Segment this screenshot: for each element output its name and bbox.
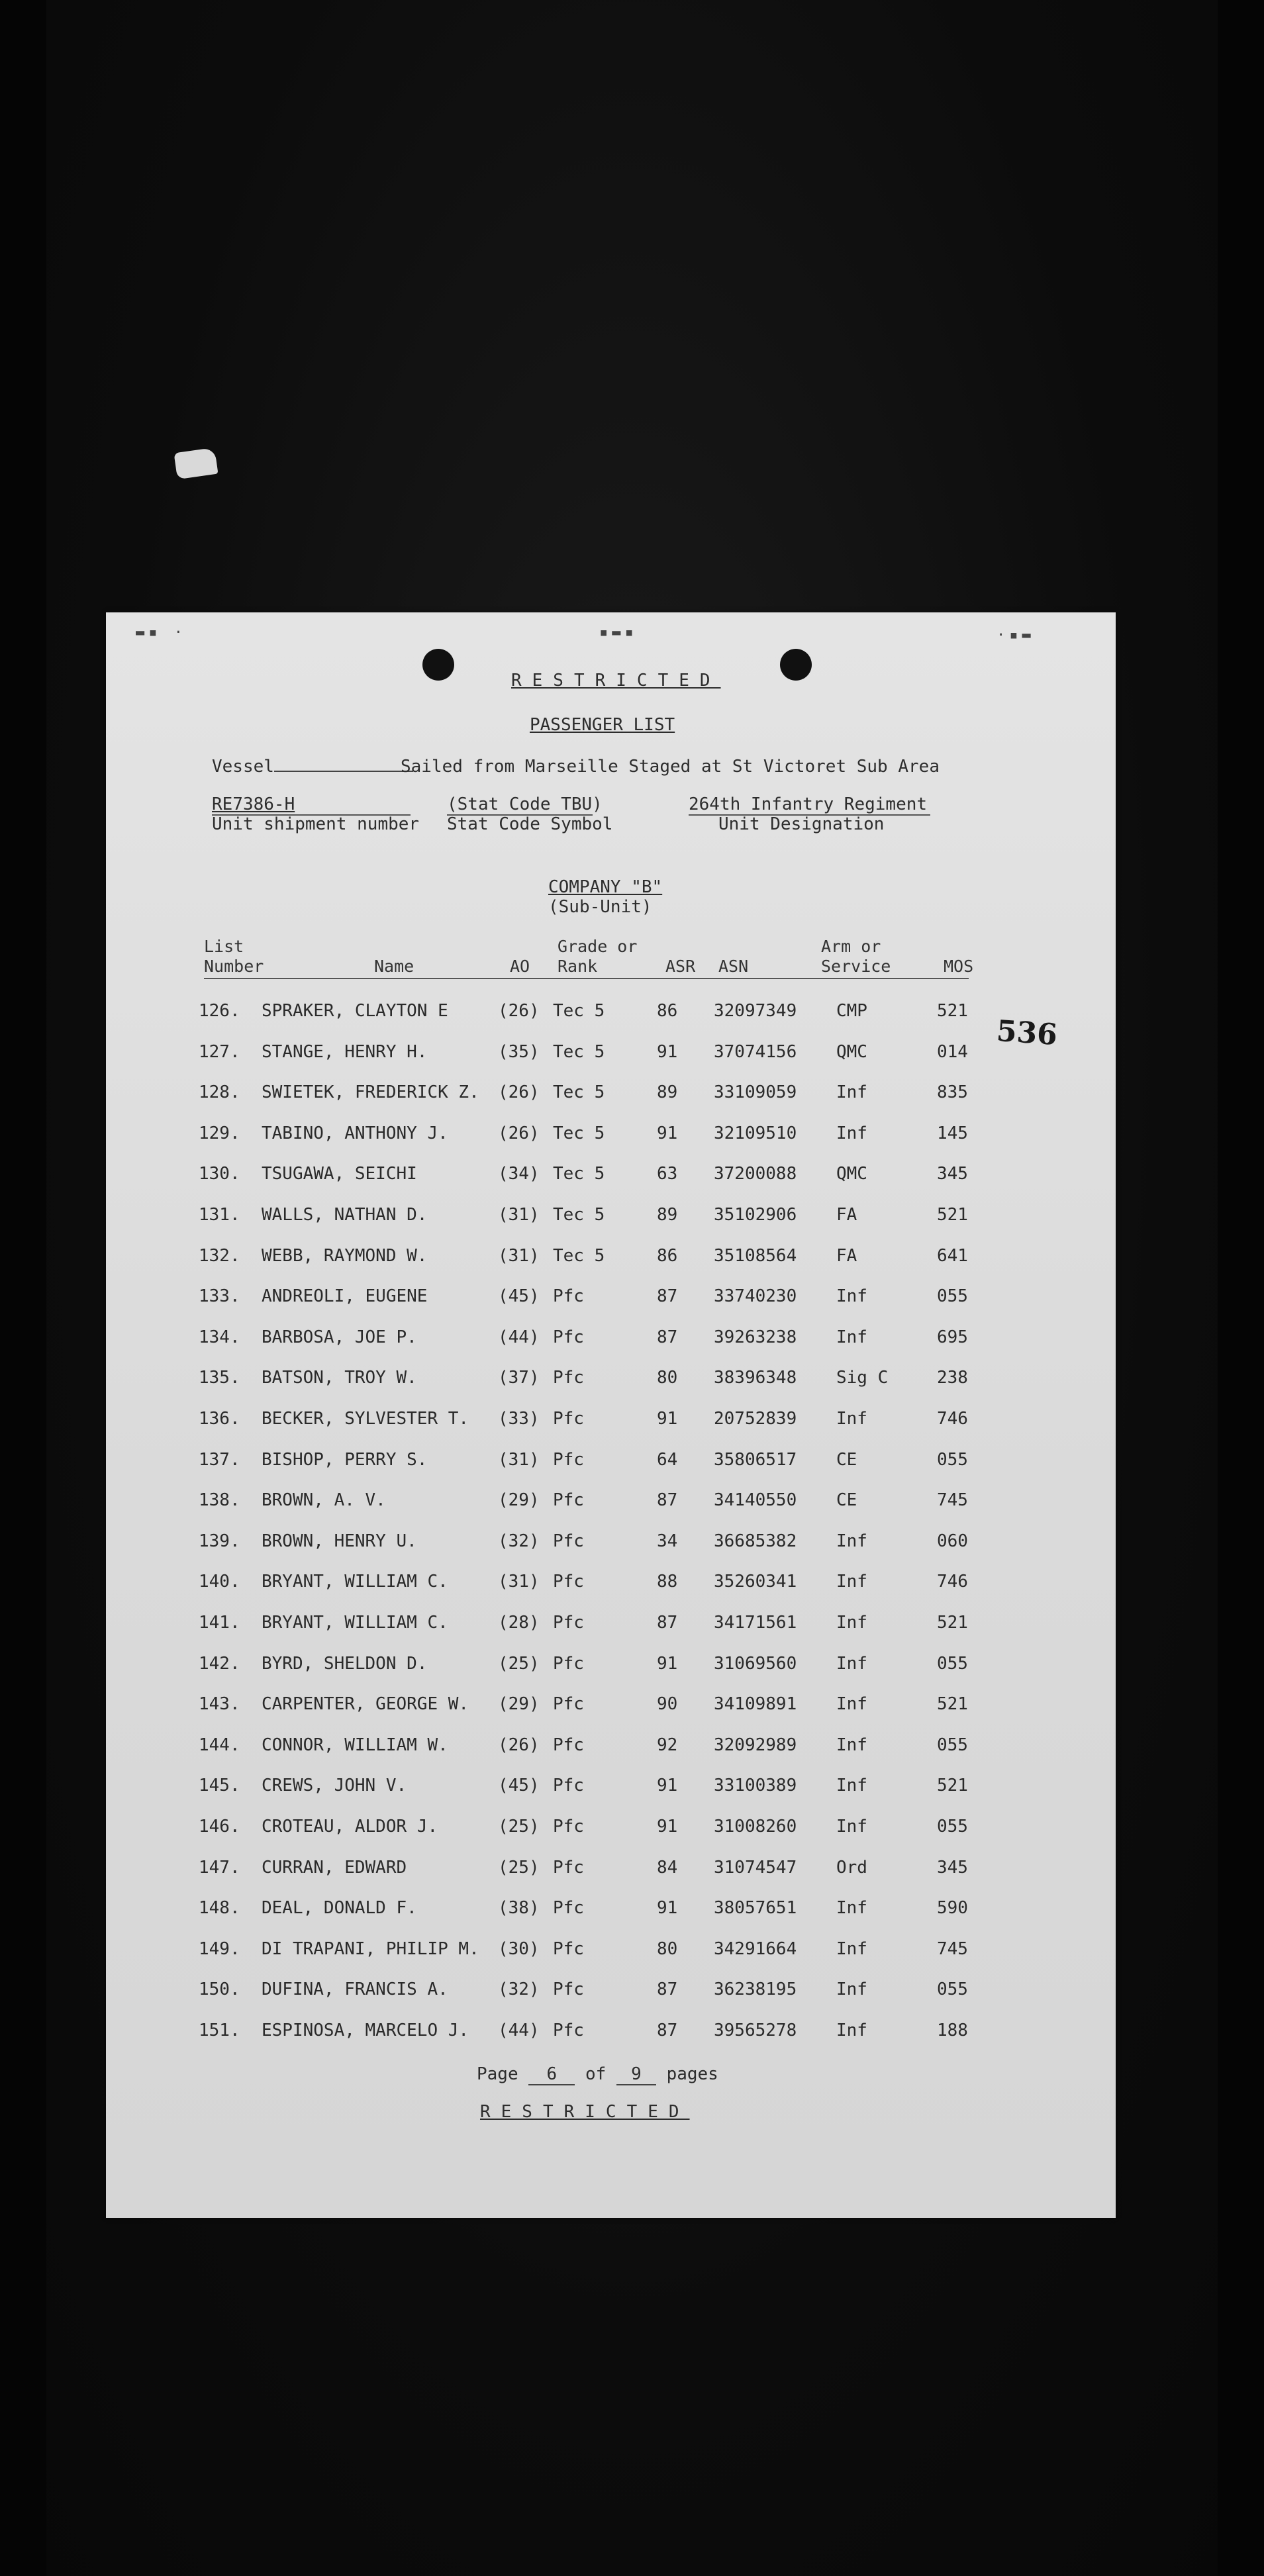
- cell-name: ESPINOSA, MARCELO J.: [262, 2021, 469, 2040]
- punch-hole-left: [422, 649, 454, 681]
- col-grade-line2: Rank: [558, 957, 598, 976]
- cell-ao: (29): [498, 1490, 540, 1511]
- cell-asr: 87: [657, 1613, 678, 1633]
- cell-grade: Pfc: [553, 1449, 584, 1470]
- cell-mos: 055: [937, 1449, 968, 1470]
- cell-arm: Inf: [836, 1817, 867, 1837]
- table-row: [106, 1531, 1116, 1558]
- cell-num: 144.: [199, 1735, 240, 1755]
- cell-name: WALLS, NATHAN D.: [262, 1205, 428, 1225]
- cell-mos: 695: [937, 1327, 968, 1347]
- cell-num: 141.: [199, 1613, 240, 1633]
- cell-asn: 33109059: [714, 1082, 797, 1103]
- unit-label: Unit Designation: [718, 814, 885, 834]
- col-list-line1: List: [204, 937, 244, 956]
- cell-asr: 91: [657, 1041, 678, 1062]
- cell-mos: 745: [937, 1490, 968, 1511]
- cell-grade: Pfc: [553, 1980, 584, 2000]
- table-row: [106, 1735, 1116, 1762]
- cell-num: 142.: [199, 1653, 240, 1674]
- cell-num: 130.: [199, 1164, 240, 1184]
- cell-num: 128.: [199, 1082, 240, 1103]
- cell-name: DEAL, DONALD F.: [262, 1898, 417, 1919]
- company-name: COMPANY "B": [548, 877, 663, 897]
- cell-ao: (31): [498, 1245, 540, 1266]
- cell-name: DI TRAPANI, PHILIP M.: [262, 1938, 479, 1959]
- cell-grade: Pfc: [553, 1817, 584, 1837]
- cell-arm: FA: [836, 1205, 857, 1225]
- cell-asn: 33740230: [714, 1286, 797, 1307]
- cell-name: BROWN, HENRY U.: [262, 1531, 417, 1551]
- table-row: [106, 1694, 1116, 1721]
- cell-asr: 63: [657, 1164, 678, 1184]
- col-mos: MOS: [944, 957, 974, 976]
- cell-mos: 145: [937, 1123, 968, 1143]
- table-row: [106, 1205, 1116, 1231]
- cell-arm: Inf: [836, 1123, 867, 1143]
- cell-asr: 91: [657, 1898, 678, 1919]
- cell-ao: (31): [498, 1449, 540, 1470]
- col-grade-line1: Grade or: [558, 937, 638, 956]
- document-title: PASSENGER LIST: [530, 715, 675, 735]
- table-row: [106, 1858, 1116, 1884]
- stat-code: (Stat Code TBU): [447, 794, 603, 814]
- cell-arm: Inf: [836, 1286, 867, 1307]
- cell-asr: 92: [657, 1735, 678, 1755]
- cell-ao: (29): [498, 1694, 540, 1715]
- cell-num: 145.: [199, 1776, 240, 1796]
- cell-arm: Inf: [836, 1531, 867, 1551]
- cell-mos: 345: [937, 1164, 968, 1184]
- cell-asr: 91: [657, 1409, 678, 1429]
- cell-mos: 345: [937, 1857, 968, 1878]
- page-number: 6: [528, 2064, 575, 2085]
- cell-asr: 87: [657, 1490, 678, 1511]
- table-row: [106, 1164, 1116, 1190]
- cell-ao: (32): [498, 1980, 540, 2000]
- cell-arm: Inf: [836, 1409, 867, 1429]
- cell-grade: Pfc: [553, 1776, 584, 1796]
- cell-num: 127.: [199, 1041, 240, 1062]
- cell-num: 135.: [199, 1368, 240, 1388]
- cell-asr: 34: [657, 1531, 678, 1551]
- cell-mos: 521: [937, 1205, 968, 1225]
- table-row: [106, 1246, 1116, 1272]
- cell-name: BARBOSA, JOE P.: [262, 1327, 417, 1347]
- table-row: [106, 1654, 1116, 1680]
- cell-mos: 835: [937, 1082, 968, 1103]
- cell-grade: Tec 5: [553, 1082, 605, 1103]
- table-row: [106, 1939, 1116, 1966]
- cell-asn: 31008260: [714, 1817, 797, 1837]
- cell-ao: (45): [498, 1286, 540, 1307]
- cell-mos: 745: [937, 1938, 968, 1959]
- cell-name: STANGE, HENRY H.: [262, 1041, 428, 1062]
- cell-asn: 34171561: [714, 1613, 797, 1633]
- cell-num: 134.: [199, 1327, 240, 1347]
- cell-arm: Inf: [836, 1898, 867, 1919]
- handwritten-page-number: 536: [995, 1014, 1059, 1053]
- cell-ao: (34): [498, 1164, 540, 1184]
- cell-grade: Pfc: [553, 1898, 584, 1919]
- cell-grade: Pfc: [553, 2021, 584, 2040]
- cell-name: BRYANT, WILLIAM C.: [262, 1572, 448, 1592]
- table-row: [106, 1817, 1116, 1843]
- cell-asn: 33100389: [714, 1776, 797, 1796]
- table-row: [106, 1898, 1116, 1925]
- cell-asn: 34291664: [714, 1938, 797, 1959]
- cell-arm: CMP: [836, 1001, 867, 1021]
- cell-arm: Inf: [836, 2021, 867, 2040]
- cell-num: 146.: [199, 1817, 240, 1837]
- cell-asr: 89: [657, 1082, 678, 1103]
- cell-asn: 39565278: [714, 2021, 797, 2040]
- cell-asr: 91: [657, 1653, 678, 1674]
- film-edge-right: [1218, 0, 1264, 2576]
- cell-grade: Tec 5: [553, 1041, 605, 1062]
- table-row: [106, 1980, 1116, 2006]
- cell-num: 139.: [199, 1531, 240, 1551]
- cell-grade: Pfc: [553, 1572, 584, 1592]
- cell-name: SPRAKER, CLAYTON E: [262, 1001, 448, 1021]
- cell-name: BRYANT, WILLIAM C.: [262, 1613, 448, 1633]
- cell-grade: Pfc: [553, 1368, 584, 1388]
- cell-asn: 36685382: [714, 1531, 797, 1551]
- cell-mos: 188: [937, 2021, 968, 2040]
- cell-mos: 055: [937, 1817, 968, 1837]
- shipment-label: Unit shipment number: [212, 814, 420, 834]
- cell-mos: 521: [937, 1001, 968, 1021]
- cell-asn: 35102906: [714, 1205, 797, 1225]
- cell-mos: 055: [937, 1980, 968, 2000]
- table-row: [106, 1001, 1116, 1027]
- sailed-from-text: Sailed from Marseille Staged at St Victoret Sub Area: [401, 757, 940, 777]
- cell-asn: 35806517: [714, 1449, 797, 1470]
- vessel-label: Vessel: [212, 757, 413, 777]
- cell-grade: Pfc: [553, 1735, 584, 1755]
- cell-asn: 31069560: [714, 1653, 797, 1674]
- cell-asn: 37074156: [714, 1041, 797, 1062]
- cell-asr: 88: [657, 1572, 678, 1592]
- cell-asr: 87: [657, 2021, 678, 2040]
- tape-scrap: [174, 448, 219, 479]
- cell-ao: (30): [498, 1938, 540, 1959]
- cell-asn: 35108564: [714, 1245, 797, 1266]
- cell-asr: 87: [657, 1980, 678, 2000]
- cell-asr: 91: [657, 1776, 678, 1796]
- cell-num: 151.: [199, 2021, 240, 2040]
- cell-asr: 87: [657, 1327, 678, 1347]
- cell-asr: 89: [657, 1205, 678, 1225]
- cell-ao: (25): [498, 1817, 540, 1837]
- cell-grade: Pfc: [553, 1653, 584, 1674]
- cell-mos: 746: [937, 1572, 968, 1592]
- cell-num: 133.: [199, 1286, 240, 1307]
- restricted-footer: RESTRICTED: [480, 2102, 690, 2122]
- restricted-header: RESTRICTED: [511, 671, 721, 691]
- cell-mos: 521: [937, 1776, 968, 1796]
- cell-name: BROWN, A. V.: [262, 1490, 386, 1511]
- cell-ao: (32): [498, 1531, 540, 1551]
- cell-arm: FA: [836, 1245, 857, 1266]
- cell-grade: Tec 5: [553, 1001, 605, 1021]
- cell-asn: 39263238: [714, 1327, 797, 1347]
- cell-mos: 055: [937, 1653, 968, 1674]
- cell-asn: 38057651: [714, 1898, 797, 1919]
- cell-num: 136.: [199, 1409, 240, 1429]
- film-edge-left: [0, 0, 46, 2576]
- col-ao: AO: [510, 957, 530, 976]
- cell-arm: QMC: [836, 1164, 867, 1184]
- cell-asn: 36238195: [714, 1980, 797, 2000]
- cell-ao: (38): [498, 1898, 540, 1919]
- cell-ao: (31): [498, 1205, 540, 1225]
- cell-name: ANDREOLI, EUGENE: [262, 1286, 428, 1307]
- table-row: [106, 1490, 1116, 1517]
- cell-name: CROTEAU, ALDOR J.: [262, 1817, 438, 1837]
- cell-num: 150.: [199, 1980, 240, 2000]
- cell-num: 149.: [199, 1938, 240, 1959]
- cell-name: BYRD, SHELDON D.: [262, 1653, 428, 1674]
- cell-name: TABINO, ANTHONY J.: [262, 1123, 448, 1143]
- cell-mos: 060: [937, 1531, 968, 1551]
- cell-ao: (26): [498, 1082, 540, 1103]
- column-header-rule: [204, 978, 969, 979]
- cell-asr: 80: [657, 1938, 678, 1959]
- cell-mos: 238: [937, 1368, 968, 1388]
- cell-ao: (25): [498, 1857, 540, 1878]
- cell-ao: (25): [498, 1653, 540, 1674]
- cell-arm: Inf: [836, 1776, 867, 1796]
- cell-asn: 34140550: [714, 1490, 797, 1511]
- cell-arm: Inf: [836, 1082, 867, 1103]
- cell-asr: 87: [657, 1286, 678, 1307]
- table-row: [106, 1776, 1116, 1802]
- cell-mos: 746: [937, 1409, 968, 1429]
- cell-ao: (45): [498, 1776, 540, 1796]
- cell-asn: 32109510: [714, 1123, 797, 1143]
- cell-num: 131.: [199, 1205, 240, 1225]
- table-row: [106, 1082, 1116, 1109]
- cell-asr: 80: [657, 1368, 678, 1388]
- cell-arm: Inf: [836, 1572, 867, 1592]
- col-arm-line1: Arm or: [821, 937, 881, 956]
- cell-num: 147.: [199, 1857, 240, 1878]
- cell-arm: Inf: [836, 1735, 867, 1755]
- cell-asr: 64: [657, 1449, 678, 1470]
- corner-marks-center: ▪▬▪: [599, 624, 638, 641]
- cell-num: 143.: [199, 1694, 240, 1715]
- cell-ao: (35): [498, 1041, 540, 1062]
- cell-num: 140.: [199, 1572, 240, 1592]
- table-row: [106, 1613, 1116, 1639]
- cell-grade: Tec 5: [553, 1205, 605, 1225]
- cell-grade: Pfc: [553, 1938, 584, 1959]
- cell-asn: 37200088: [714, 1164, 797, 1184]
- col-asr: ASR: [665, 957, 696, 976]
- cell-name: TSUGAWA, SEICHI: [262, 1164, 417, 1184]
- cell-arm: Inf: [836, 1327, 867, 1347]
- cell-grade: Tec 5: [553, 1164, 605, 1184]
- col-list-line2: Number: [204, 957, 264, 976]
- cell-asr: 86: [657, 1245, 678, 1266]
- table-row: [106, 1286, 1116, 1313]
- cell-num: 137.: [199, 1449, 240, 1470]
- cell-ao: (37): [498, 1368, 540, 1388]
- total-pages: 9: [616, 2064, 656, 2085]
- cell-asr: 91: [657, 1817, 678, 1837]
- cell-num: 129.: [199, 1123, 240, 1143]
- cell-asn: 38396348: [714, 1368, 797, 1388]
- table-row: [106, 2021, 1116, 2047]
- cell-mos: 055: [937, 1286, 968, 1307]
- cell-ao: (31): [498, 1572, 540, 1592]
- cell-name: CARPENTER, GEORGE W.: [262, 1694, 469, 1715]
- cell-asn: 31074547: [714, 1857, 797, 1878]
- cell-ao: (33): [498, 1409, 540, 1429]
- cell-arm: Inf: [836, 1653, 867, 1674]
- cell-grade: Pfc: [553, 1327, 584, 1347]
- table-row: [106, 1572, 1116, 1598]
- cell-name: DUFINA, FRANCIS A.: [262, 1980, 448, 2000]
- col-asn: ASN: [718, 957, 749, 976]
- cell-mos: 641: [937, 1245, 968, 1266]
- cell-num: 132.: [199, 1245, 240, 1266]
- cell-asn: 34109891: [714, 1694, 797, 1715]
- cell-name: BATSON, TROY W.: [262, 1368, 417, 1388]
- cell-asn: 32097349: [714, 1001, 797, 1021]
- cell-num: 138.: [199, 1490, 240, 1511]
- cell-grade: Pfc: [553, 1286, 584, 1307]
- cell-asr: 84: [657, 1857, 678, 1878]
- cell-name: SWIETEK, FREDERICK Z.: [262, 1082, 479, 1103]
- cell-name: BECKER, SYLVESTER T.: [262, 1409, 469, 1429]
- cell-arm: QMC: [836, 1041, 867, 1062]
- cell-mos: 055: [937, 1735, 968, 1755]
- cell-name: WEBB, RAYMOND W.: [262, 1245, 428, 1266]
- sub-unit-label: (Sub-Unit): [548, 897, 652, 917]
- cell-ao: (26): [498, 1001, 540, 1021]
- table-row: [106, 1450, 1116, 1476]
- table-row: [106, 1368, 1116, 1394]
- cell-grade: Pfc: [553, 1409, 584, 1429]
- cell-grade: Pfc: [553, 1613, 584, 1633]
- cell-arm: CE: [836, 1449, 857, 1470]
- cell-arm: Inf: [836, 1980, 867, 2000]
- cell-name: BISHOP, PERRY S.: [262, 1449, 428, 1470]
- cell-ao: (26): [498, 1123, 540, 1143]
- cell-ao: (26): [498, 1735, 540, 1755]
- table-row: [106, 1042, 1116, 1069]
- document-page: [106, 612, 1116, 2218]
- cell-asr: 90: [657, 1694, 678, 1715]
- cell-arm: Inf: [836, 1694, 867, 1715]
- cell-asr: 86: [657, 1001, 678, 1021]
- table-row: [106, 1327, 1116, 1354]
- corner-marks-right: ·▪▬: [997, 627, 1035, 644]
- cell-mos: 590: [937, 1898, 968, 1919]
- page-indicator: Page 6 of 9 pages: [477, 2064, 718, 2084]
- cell-asn: 35260341: [714, 1572, 797, 1592]
- cell-ao: (44): [498, 1327, 540, 1347]
- cell-grade: Pfc: [553, 1857, 584, 1878]
- cell-num: 126.: [199, 1001, 240, 1021]
- cell-name: CREWS, JOHN V.: [262, 1776, 407, 1796]
- cell-arm: Inf: [836, 1938, 867, 1959]
- cell-grade: Tec 5: [553, 1245, 605, 1266]
- cell-mos: 521: [937, 1694, 968, 1715]
- col-name: Name: [374, 957, 414, 976]
- cell-mos: 521: [937, 1613, 968, 1633]
- cell-arm: Ord: [836, 1857, 867, 1878]
- cell-mos: 014: [937, 1041, 968, 1062]
- cell-grade: Pfc: [553, 1490, 584, 1511]
- cell-name: CONNOR, WILLIAM W.: [262, 1735, 448, 1755]
- cell-arm: CE: [836, 1490, 857, 1511]
- cell-arm: Inf: [836, 1613, 867, 1633]
- cell-asn: 32092989: [714, 1735, 797, 1755]
- cell-arm: Sig C: [836, 1368, 889, 1388]
- cell-ao: (44): [498, 2021, 540, 2040]
- shipment-number: RE7386-H: [212, 794, 295, 814]
- cell-grade: Tec 5: [553, 1123, 605, 1143]
- cell-grade: Pfc: [553, 1531, 584, 1551]
- corner-marks-left: ▬▪ ·: [136, 624, 187, 641]
- cell-grade: Pfc: [553, 1694, 584, 1715]
- cell-num: 148.: [199, 1898, 240, 1919]
- cell-name: CURRAN, EDWARD: [262, 1857, 407, 1878]
- col-arm-line2: Service: [821, 957, 891, 976]
- cell-ao: (28): [498, 1613, 540, 1633]
- stat-label: Stat Code Symbol: [447, 814, 613, 834]
- punch-hole-right: [780, 649, 812, 681]
- cell-asr: 91: [657, 1123, 678, 1143]
- table-row: [106, 1123, 1116, 1150]
- unit-name: 264th Infantry Regiment: [689, 794, 928, 814]
- cell-asn: 20752839: [714, 1409, 797, 1429]
- table-row: [106, 1409, 1116, 1435]
